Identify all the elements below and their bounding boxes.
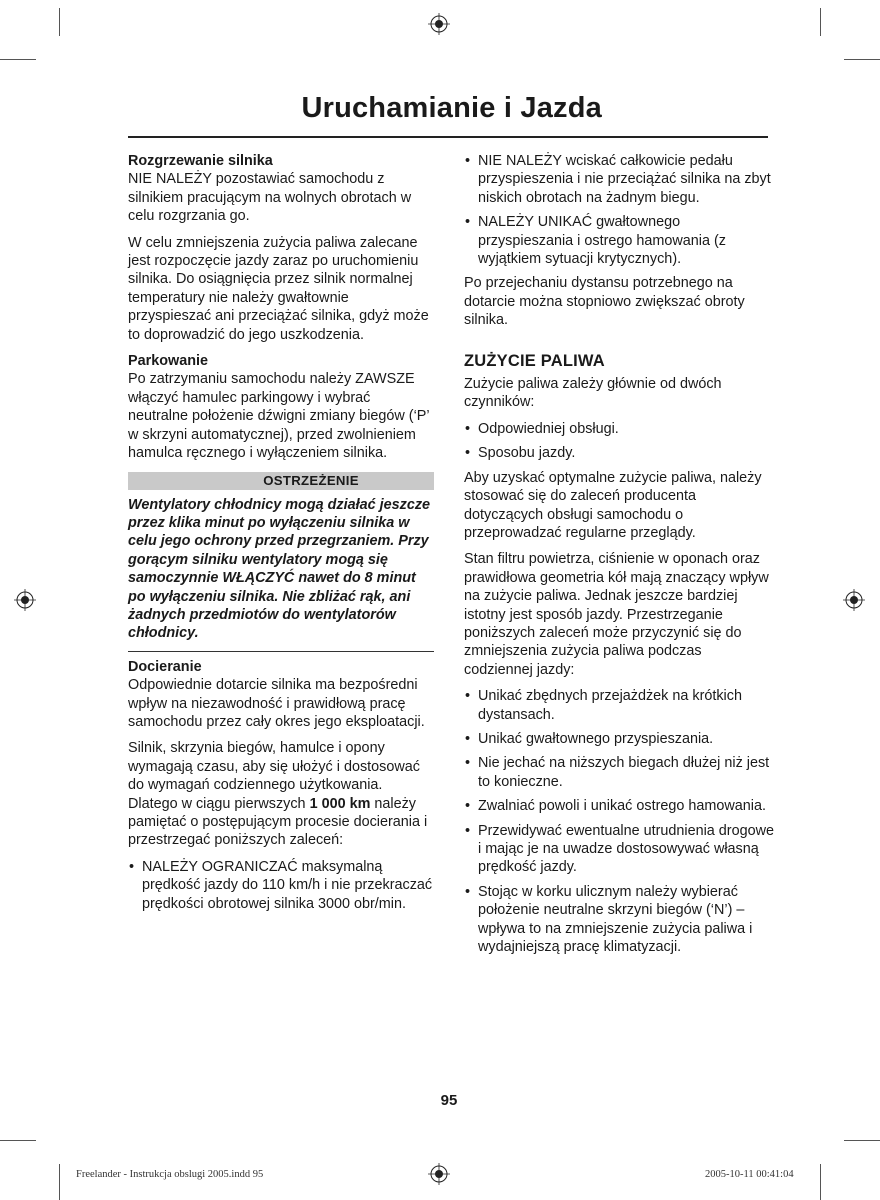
list-item: • Odpowiedniej obsługi. (464, 420, 774, 438)
footer-file: Freelander - Instrukcja obslugi 2005.indd 95 (76, 1169, 264, 1180)
fuel-paragraph-1: Aby uzyskać optymalne zużycie paliwa, należy stosować się do zaleceń producenta dotyczących obsługi samochodu o przeprowadzać regularne przeglądy. (464, 469, 762, 541)
warning-text: Wentylatory chłodnicy mogą działać jeszcze przez klika minut po wyłączeniu silnika w celu jego ochrony przed przegrzaniem. Przy gorącym silniku wentylatory mogą się samoczynnie WŁĄCZYĆ nawet do 8 minut po wyłączeniu silnika. Nie zbliżać rąk, ani żadnych przedmiotów do wentylatorów chłodnicy. (128, 496, 431, 642)
right-column (464, 152, 774, 962)
crop-mark (820, 8, 821, 36)
list-item: • Przewidywać ewentualne utrudnienia drogowe i mając je na uwadze dostosowywać własną prędkość jazdy. (464, 822, 774, 877)
list-item: • NALEŻY UNIKAĆ gwałtownego przyspieszania i ostrego hamowania (z wyjątkiem sytuacji krytycznych). (464, 213, 774, 268)
breakin-heading: Docieranie (128, 658, 202, 675)
footer-timestamp: 2005-10-11 00:41:04 (705, 1169, 794, 1180)
crop-mark (59, 1164, 60, 1200)
list-item: • NALEŻY OGRANICZAĆ maksymalną prędkość jazdy do 110 km/h i nie przekraczać prędkości obrotowej silnika 3000 obr/min. (128, 858, 434, 913)
warmup-paragraph-2: W celu zmniejszenia zużycia paliwa zalecane jest rozpoczęcie jazdy zaraz po uruchomieniu silnika. Do osiągnięcia przez silnik normalnej temperatury nie należy gwałtownie przyspieszać ani przeciążać silnika, gdyż może to doprowadzić do jego uszkodzenia. (128, 234, 429, 343)
crop-mark (820, 1164, 821, 1200)
breakin-paragraph-1: Odpowiednie dotarcie silnika ma bezpośredni wpływ na niezawodność i prawidłową pracę samochodu przez cały okres jego eksploatacji. (128, 677, 425, 730)
parking-heading: Parkowanie (128, 353, 208, 370)
crop-mark (0, 59, 36, 60)
crop-mark (844, 59, 880, 60)
warning-rule (128, 651, 434, 652)
warmup-paragraph-1: NIE NALEŻY pozostawiać samochodu z silnikiem pracującym na wolnych obrotach w celu rozgrzania go. (128, 171, 412, 225)
list-item: • Nie jechać na niższych biegach dłużej niż jest to konieczne. (464, 754, 774, 791)
list-item: • Stojąc w korku ulicznym należy wybierać położenie neutralne skrzyni biegów (‘N’) – wpływa to na zmniejszenie zużycia paliwa i wydajniejszą pracę klimatyzacji. (464, 883, 774, 957)
distance-paragraph: Po przejechaniu dystansu potrzebnego na dotarcie można stopniowo zwiększać obroty silnika. (464, 275, 745, 329)
fuel-factors-list (464, 420, 774, 463)
registration-mark-icon (843, 589, 865, 611)
registration-mark-icon (14, 589, 36, 611)
fuel-tips-list (464, 687, 774, 956)
breakin-list (128, 858, 434, 913)
registration-mark-icon (428, 1163, 450, 1185)
crop-mark (59, 8, 60, 36)
parking-paragraph: Po zatrzymaniu samochodu należy ZAWSZE włączyć hamulec parkingowy i wybrać neutralne położenie dźwigni zmiany biegów (‘P’ w skrzyni automatycznej), przed zwolnieniem hamulca ręcznego i wyłączeniem silnika. (128, 371, 430, 462)
list-item: • Unikać zbędnych przejażdżek na krótkich dystansach. (464, 687, 774, 724)
left-column (128, 152, 434, 919)
page-title: Uruchamianie i Jazda (301, 92, 602, 124)
breakin-list-continued (464, 152, 774, 268)
breakin-distance: 1 000 km (309, 795, 371, 812)
list-item: • Sposobu jazdy. (464, 444, 774, 462)
breakin-paragraph-2: Silnik, skrzynia biegów, hamulce i opony wymagają czasu, aby się ułożyć i dostosować do wymagań codziennego użytkowania. Dlatego w ciągu pierwszych 1 000 km należy pamiętać o postępującym procesie docierania i przestrzegać poniższych zaleceń: (128, 740, 428, 849)
warmup-heading: Rozgrzewanie silnika (128, 153, 273, 169)
fuel-paragraph-2: Stan filtru powietrza, ciśnienie w oponach oraz prawidłowa geometria kół mają znaczący wpływ na zużycie paliwa. Jednak jeszcze bardziej istotny jest sposób jazdy. Przestrzeganie poniższych zaleceń może przyczynić się do zmniejszenia zużycia paliwa podczas codziennej jazdy: (464, 551, 769, 678)
warning-heading: OSTRZEŻENIE (128, 472, 434, 490)
fuel-heading: ZUŻYCIE PALIWA (464, 351, 605, 370)
fuel-intro: Zużycie paliwa zależy głównie od dwóch czynników: (464, 376, 722, 411)
title-rule (128, 136, 768, 138)
list-item: • Zwalniać powoli i unikać ostrego hamowania. (464, 797, 774, 815)
list-item: • NIE NALEŻY wciskać całkowicie pedału przyspieszenia i nie przeciążać silnika na zbyt niskich obrotach na żadnym biegu. (464, 152, 774, 207)
list-item: • Unikać gwałtownego przyspieszania. (464, 730, 774, 748)
page-number: 95 (440, 1092, 458, 1109)
crop-mark (844, 1140, 880, 1141)
crop-mark (0, 1140, 36, 1141)
registration-mark-icon (428, 13, 450, 35)
